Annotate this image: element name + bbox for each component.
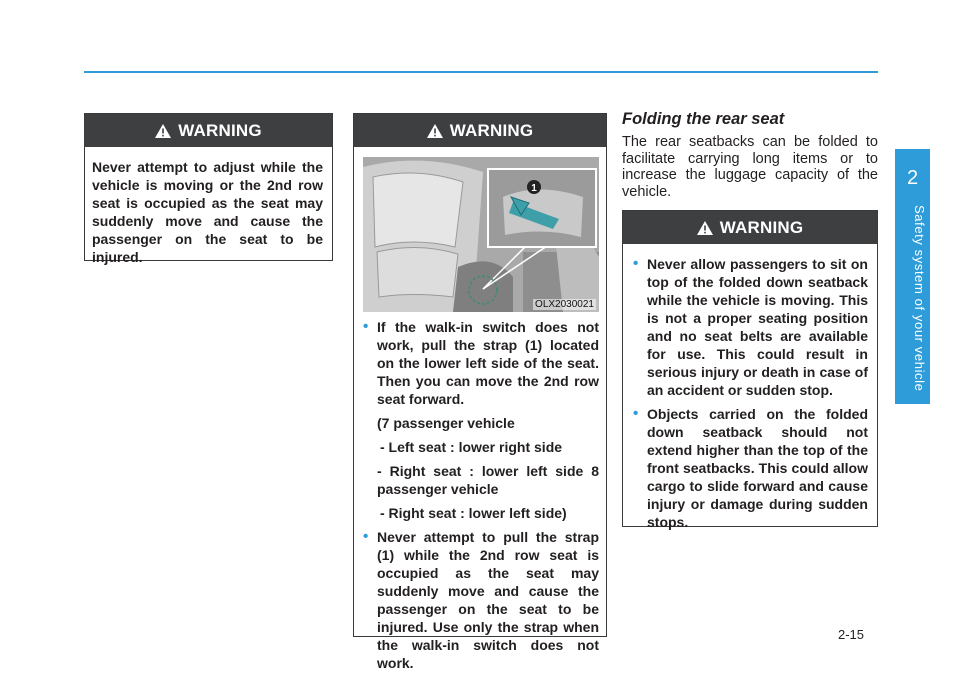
detail-line: - Right seat : lower left side 8 passenger vehicle [377,463,599,497]
middle-warning-content [363,318,599,678]
seat-photo-drawing [363,157,599,312]
warning-label: WARNING [719,217,804,237]
warning-triangle-icon [427,124,443,138]
list-item: • Objects carried on the folded down seatback should not extend higher than the top of the front seatbacks. This could allow cargo to slide forward and cause injury or damage during sudden stops. [633,405,868,530]
warning-header [623,211,877,244]
chapter-title: Safety system of your vehicle [912,205,927,392]
right-warning-box [622,210,878,530]
seat-strap-illustration [363,157,599,312]
top-rule [84,71,878,73]
page-number: 2-15 [838,627,865,642]
detail-line: - Right seat : lower left side) [380,505,567,521]
middle-warning-list [363,318,599,408]
detail-line: - Left seat : lower right side [380,439,563,455]
warning-header [85,114,332,147]
warning-header [354,114,606,147]
list-item: • Never allow passengers to sit on top of the folded down seatback while the vehicle is moving. This is not a proper seating position and no seat belts are available for use. This could result in serious injury or death in case of an accident or sudden stop. [633,255,868,398]
left-warning-box [84,113,333,265]
warning-label: WARNING [449,120,534,140]
middle-warning-list [363,528,599,672]
left-warning-text: Never attempt to adjust while the vehicle is moving or the 2nd row seat is occupied as the seat may suddenly move and cause the passenger on the seat to be injured. [92,159,323,265]
warning-triangle-icon [155,124,171,138]
callout-number: 1 [531,183,537,194]
chapter-tab [895,149,930,404]
intro-paragraph: The rear seatbacks can be folded to facilitate carrying long items or to increase the luggage capacity of the vehicle. [622,134,878,200]
warning-triangle-icon [697,221,713,235]
section-title: Folding the rear seat [622,110,785,128]
list-item: • If the walk-in switch does not work, pull the strap (1) located on the lower left side of the seat. Then you can move the 2nd row seat forward. [363,318,599,407]
warning-label: WARNING [178,120,262,140]
right-warning-list [633,255,868,531]
right-warning-content [623,244,877,531]
detail-line: (7 passenger vehicle [377,415,515,431]
image-code: OLX2030021 [535,299,594,310]
list-item: • Never attempt to pull the strap (1) while the 2nd row seat is occupied as the seat may suddenly move and cause the passenger on the seat to be injured. Use only the strap when the walk-in switch does not work. [363,528,599,671]
chapter-number: 2 [906,167,919,189]
